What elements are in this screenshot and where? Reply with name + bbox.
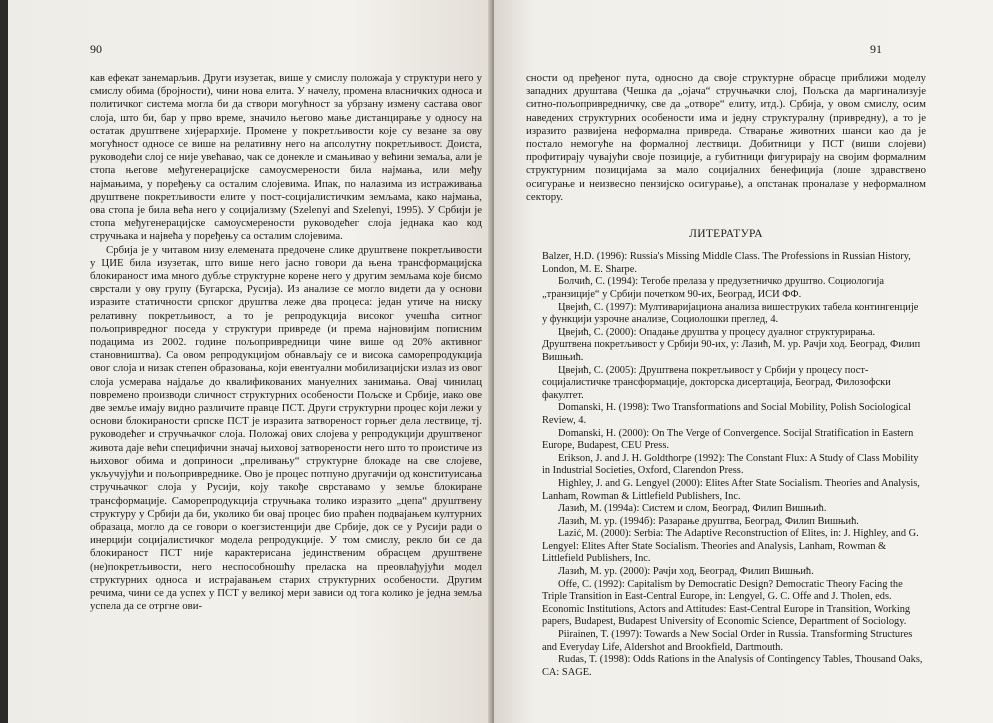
- reference-item: Highley, J. and G. Lengyel (2000): Elites After State Socialism. Theories and Analysis, Lanham, Rowman & Littlefield Publishers, Inc.: [542, 477, 920, 502]
- reference-item: Domanski, H. (2000): On The Verge of Convergence. Socijal Stratification in Eastern Europe, Budapest, CEU Press.: [542, 427, 914, 452]
- reference-item: Лазић, М. ур. (2000): Рачји ход, Београд, Филип Вишњић.: [558, 566, 814, 578]
- left-body-text: [90, 72, 482, 613]
- reference-item: Rudas, T. (1998): Odds Rations in the Analysis of Contingency Tables, Thousand Oaks, CA: SAGE.: [542, 654, 923, 678]
- reference-item: Болчић, С. (1994): Тегобе прелаза у предузетничко друштво. Социологија „транзиције“ у Србији почетком 90-их, Београд, ИСИ ФФ.: [542, 276, 885, 301]
- reference-item: Balzer, H.D. (1996): Russia's Missing Middle Class. The Professions in Russian History, London, M. E. Sharpe.: [542, 251, 911, 275]
- left-page: [8, 0, 494, 723]
- left-paragraph-2: Србија је у читавом низу елемената предочене слике друштвене покретљивости у ЦИЕ била изузетак, што више него јасно говори да њена трансформацијска блокираност има много дубље структурне корене него у другим земљама које бисмо сврстали у ову групу (Бугарска, Русија). Из анализе се могло видети да у основи изразите статичности српског друштва леже два процеса: један утиче на ниску релативну покретљивост, а то је репродукција високог учешћа ситног пољопривредног поседа у структури привреде (и према најновијим пописним подацима из 2002. године пољопривредници чине више од 20% активног становништва). Са овом репродукцијом обнављају се и висока саморепродукција овог слоја и низак степен образовања, који евентуални мобилизацијски излаз из овог слоја усмерава најдаље до квалификованих мануелних занимања. Овај чинилац повремено производи сличност структурних особености Пољске и Србије, иако ове две земље имају видно различите правце ПСТ. Други структурни процес који лежи у основи блокираности српске ПСТ је изразита затвореност горњег дела лествице, тј. руководећег и стручњачког слоја. Положај ових слојева у репродукцији друштвеног живота даје већи специфични значај њиховој затворености него што то проистиче из њиховог обима и доприноси „преливању“ структурне блокаде на све слојеве, укључујући и пољопривреднике. Ово је процес потпуно другачији од конституисања стручњачког слоја у Русији, коју такође сврставамо у земље блокиране трансформације. Саморепродукција стручњака толико изразито „цепа“ друштвену структуру у Србији да би, уколико би овај процес био праћен подвајањем културних образаца, могло да се говори о коегзистенцији две Србије, док се у Русији ради о инерцији социјалистичког модела репродукције. У том смислу, рекло би се да блокираност ПСТ није карактерисана јединственим обрасцем друштвене (не)покретљивости, него неспособношћу преласка на преовлађујући модел структурних односа и истрајавањем старих структурних особености. Другим речима, чини се да успех у ПСТ у великој мери зависи од тога колико је једна земља успела да се отргне ови-: [90, 243, 482, 613]
- right-page-number: 91: [870, 42, 882, 56]
- reference-item: Domanski, H. (1998): Two Transformations and Social Mobility, Polish Sociological Review, 4.: [542, 402, 911, 426]
- reference-item: Lazić, M. (2000): Serbia: The Adaptive Reconstruction of Elites, in: J. Highley, and G. Lengyel: Elites After State Socialism. Theories and Analysis, Lanham, Rowman & Littlefield Publishers, Inc.: [542, 528, 919, 565]
- left-paragraph-1: кав ефекат занемарљив. Други изузетак, више у смислу положаја у структури него у смислу обима (бројности), чини нова елита. У начелу, промена власничких односа и политичког система могла би да створи могућност за убрзану измену састава овог слоја, што би, бар у прво време, значило његово мање дистанцирање у односу на остатак друштвене хијерархије. Промене у покретљивости које су везане за ову могућност односе се више на релативну него на апсолутну покретљивост. Доиста, руководећи слој се није увећавао, чак се донекле и смањивао у већини земаља, али је стопа његове међугенерацијске самоусмерености била најмања, или међу најмањима, у поређењу са осталим слојевима. Ипак, по налазима из истраживања друштвене покретљивости елите у пост-социјалистичким земљама, како најмања, ова стопа је била већа него у социјализму (Szelenyi and Szelenyi, 1995). У Србији је стопа међугенерацијске самоусмерености руководећег слоја једнака као код стручњака и највећа у поређењу са осталим слојевима.: [90, 72, 482, 243]
- reference-item: Erikson, J. and J. H. Goldthorpe (1992): The Constant Flux: A Study of Class Mobility in Industrial Societies, Oxford, Clarendon Press.: [542, 452, 919, 477]
- reference-item: Цвејић, С. (2005): Друштвена покретљивост у Србији у процесу пост-социјалистичке трансформације, докторска дисертација, Београд, Филозофски факултет.: [542, 364, 891, 401]
- references-heading: ЛИТЕРАТУРА: [689, 228, 763, 241]
- reference-item: Offe, C. (1992): Capitalism by Democratic Design? Democratic Theory Facing the Triple Transition in East-Central Europe, in: Lengyel, G. C. Offe and J. Tholen, eds. Economic Institutions, Actors and Attitudes: East-Central Europe in Transition, Working papers, Budapest, Budapest University of Economic Science, Department of Sociology.: [542, 578, 911, 628]
- right-body-text: [526, 72, 926, 679]
- right-paragraph: сности од пређеног пута, односно да своје структурне обрасце приближи моделу западних друштава (Чешка да „ојача“ стручњачки слој, Пољска да маргинализује ситно-пољопривредничку, све да „отворе“ елиту, итд.). Србија, у овом смислу, осим наведених структурних особености има и једну структуралну (привредну), а то је изразито развијена неформална привреда. Стварање животних шанси као да је постало немогуће на формалној лествици. Добитници у ПСТ (виши слојеви) профитирају чувајући своје позиције, а губитници фигурирају на својим формалним структурним позицијама за мало социјалних бенефиција (лоше здравствено осигурање и неизвесно пензијско осигурање), а опстанак проналазе у неформалном сектору.: [526, 72, 926, 203]
- reference-item: Лазић, М. ур. (1994б): Разарање друштва, Београд, Филип Вишњић.: [558, 515, 859, 527]
- left-page-number: 90: [90, 42, 102, 56]
- reference-item: Лазић, М. (1994а): Систем и слом, Београд, Филип Вишњић.: [558, 503, 827, 515]
- reference-item: Цвејић, С. (1997): Мултиваријациона анализа вишеструких табела контингенције у функцији узрочне анализе, Социолошки преглед, 4.: [542, 301, 919, 326]
- reference-item: Цвејић, С. (2000): Опадање друштва у процесу дуалног структурирања. Друштвена покретљивост у Србији 90-их, у: Лазић, М. ур. Рачји ход. Београд, Филип Вишњић.: [542, 326, 921, 363]
- reference-list: [526, 251, 926, 679]
- reference-item: Piirainen, T. (1997): Towards a New Social Order in Russia. Transforming Structures and Everyday Life, Aldershot and Brookfield, Dartmouth.: [542, 629, 913, 653]
- right-page: [494, 0, 993, 723]
